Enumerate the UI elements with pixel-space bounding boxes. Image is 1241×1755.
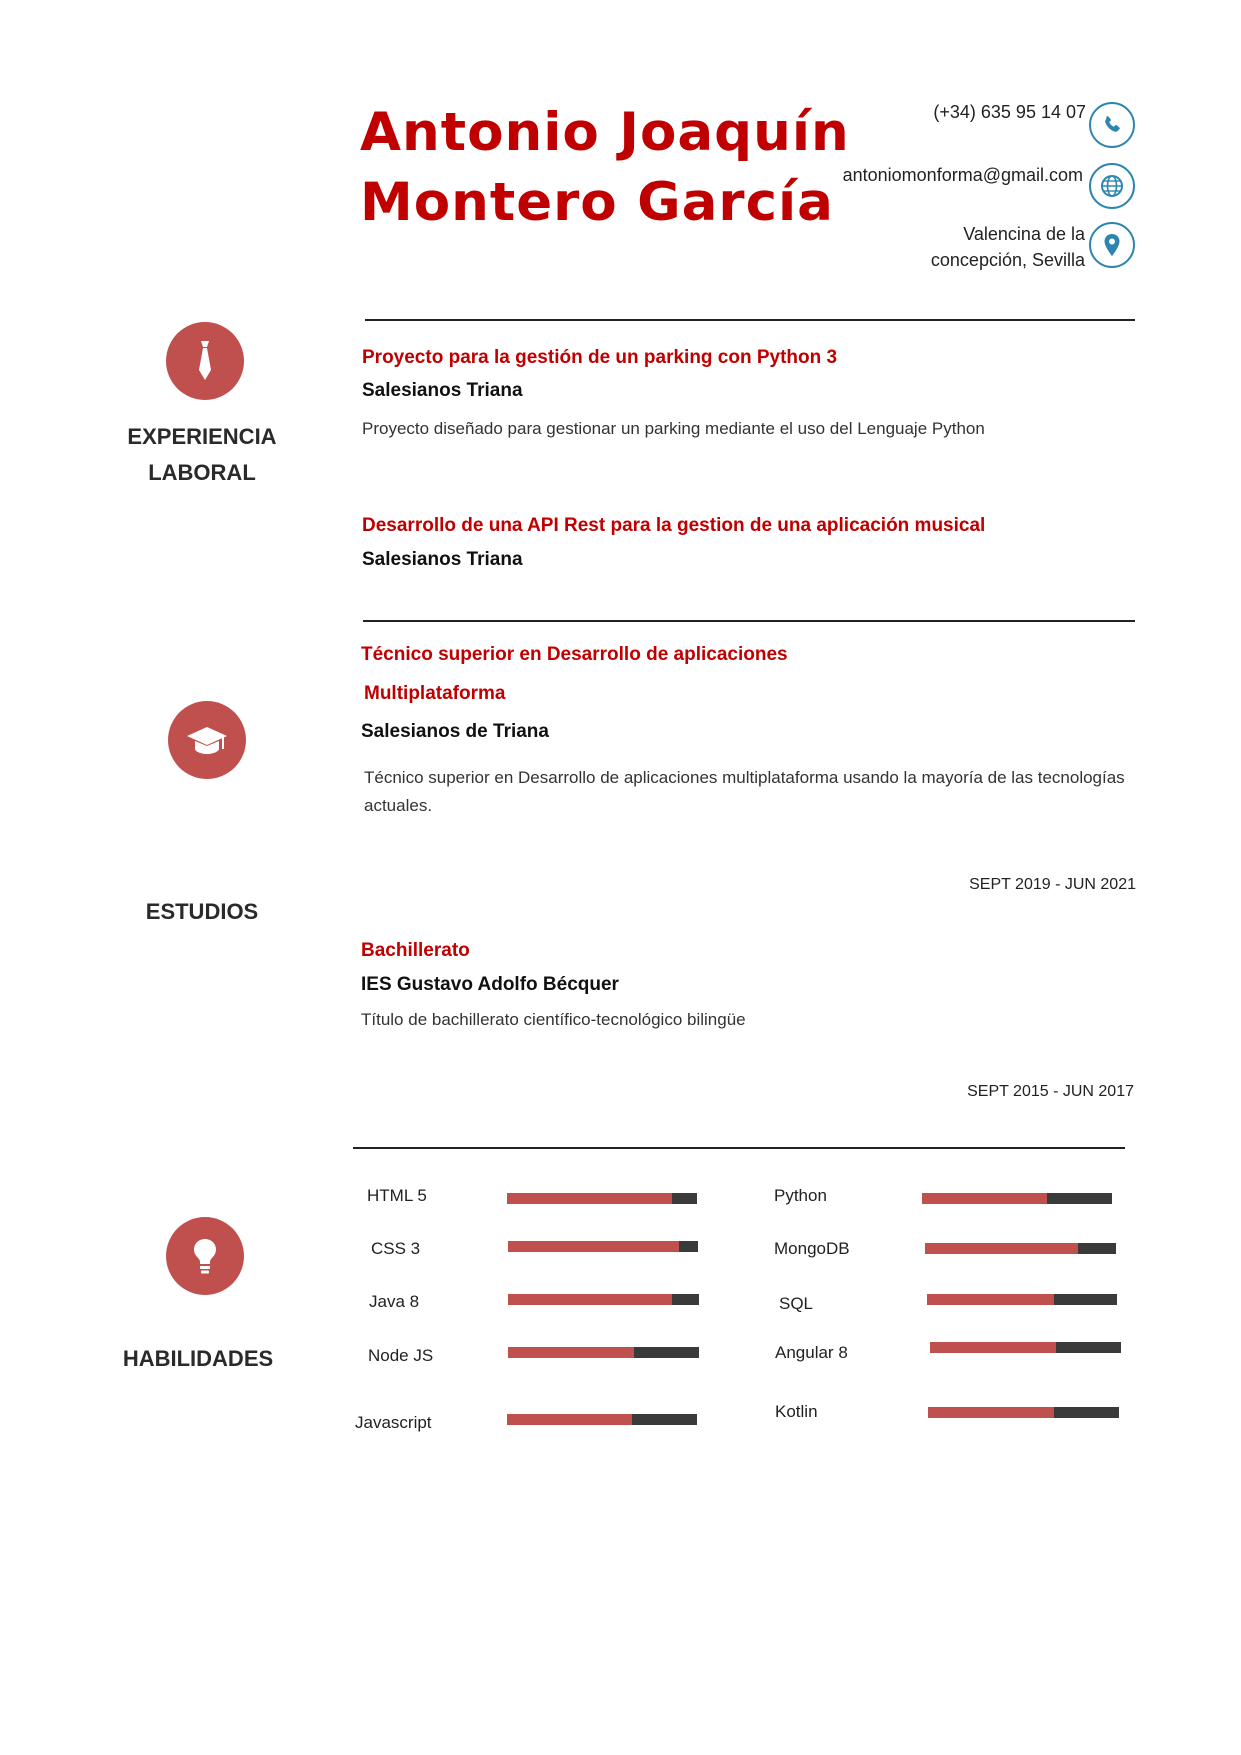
study-description: Técnico superior en Desarrollo de aplicaciones multiplataforma usando la mayoría de las tecnologías actuales. xyxy=(364,768,1125,815)
skill-bar xyxy=(508,1294,699,1305)
map-pin-icon xyxy=(1089,222,1135,268)
phone-text: (+34) 635 95 14 07 xyxy=(933,102,1086,122)
job-organization: Salesianos Triana xyxy=(362,549,523,570)
divider xyxy=(363,620,1135,622)
skill-bar-fill xyxy=(928,1407,1054,1418)
study-title-continued: Multiplataforma xyxy=(364,683,506,704)
skill-label: Java 8 xyxy=(369,1292,420,1311)
skill-bar xyxy=(930,1342,1121,1353)
skill-label: Python xyxy=(774,1186,827,1205)
skill-bar xyxy=(927,1294,1117,1305)
lightbulb-icon xyxy=(166,1217,244,1295)
skill-bar xyxy=(508,1241,698,1252)
graduation-cap-icon xyxy=(168,701,246,779)
name-line-1: Antonio Joaquín xyxy=(360,102,850,163)
study-date: SEPT 2019 - JUN 2021 xyxy=(969,876,1136,893)
skill-label: Node JS xyxy=(368,1346,434,1365)
skill-label: Angular 8 xyxy=(775,1343,848,1362)
location-line-1: Valencina de la xyxy=(963,224,1085,244)
job-organization: Salesianos Triana xyxy=(362,380,523,401)
skill-bar xyxy=(508,1347,699,1358)
section-title-studies: ESTUDIOS xyxy=(145,899,259,924)
skill-label: SQL xyxy=(779,1294,814,1313)
tie-icon xyxy=(166,322,244,400)
skill-bar-fill xyxy=(508,1241,679,1252)
phone-icon xyxy=(1089,102,1135,148)
job-title: Desarrollo de una API Rest para la gestion de una aplicación musical xyxy=(362,515,986,536)
skill-bar-fill xyxy=(508,1294,672,1305)
study-description: Título de bachillerato científico-tecnológico bilingüe xyxy=(361,1010,746,1029)
skill-label: CSS 3 xyxy=(371,1239,421,1258)
location-line-2: concepción, Sevilla xyxy=(930,250,1085,270)
skill-label: MongoDB xyxy=(774,1239,850,1258)
job-title: Proyecto para la gestión de un parking con Python 3 xyxy=(362,347,838,368)
divider xyxy=(365,319,1135,321)
skill-label: Kotlin xyxy=(775,1402,818,1421)
location-text xyxy=(931,221,1085,273)
skill-bar-fill xyxy=(507,1193,672,1204)
skill-bar xyxy=(507,1193,697,1204)
skill-bar-fill xyxy=(508,1347,634,1358)
skill-bar-fill xyxy=(925,1243,1078,1254)
name-line-2: Montero García xyxy=(360,172,834,233)
divider xyxy=(353,1147,1125,1149)
job-description: Proyecto diseñado para gestionar un parking mediante el uso del Lenguaje Python xyxy=(362,419,985,438)
skill-bar xyxy=(928,1407,1119,1418)
skill-bar xyxy=(922,1193,1112,1204)
section-title-skills: HABILIDADES xyxy=(122,1346,274,1371)
candidate-name xyxy=(360,98,850,238)
skill-bar-fill xyxy=(922,1193,1047,1204)
skill-bar xyxy=(507,1414,697,1425)
skill-bar xyxy=(925,1243,1116,1254)
globe-icon xyxy=(1089,163,1135,209)
skill-label: Javascript xyxy=(355,1413,432,1432)
study-title: Técnico superior en Desarrollo de aplicaciones xyxy=(361,644,788,665)
study-organization: Salesianos de Triana xyxy=(361,721,549,742)
section-title-experience: EXPERIENCIA LABORAL xyxy=(127,424,277,485)
study-organization: IES Gustavo Adolfo Bécquer xyxy=(361,974,619,995)
skill-label: HTML 5 xyxy=(367,1186,427,1205)
study-title: Bachillerato xyxy=(361,940,470,961)
skill-bar-fill xyxy=(507,1414,632,1425)
email-text: antoniomonforma@gmail.com xyxy=(842,165,1083,185)
study-date: SEPT 2015 - JUN 2017 xyxy=(967,1083,1134,1100)
skill-bar-fill xyxy=(930,1342,1056,1353)
skill-bar-fill xyxy=(927,1294,1054,1305)
